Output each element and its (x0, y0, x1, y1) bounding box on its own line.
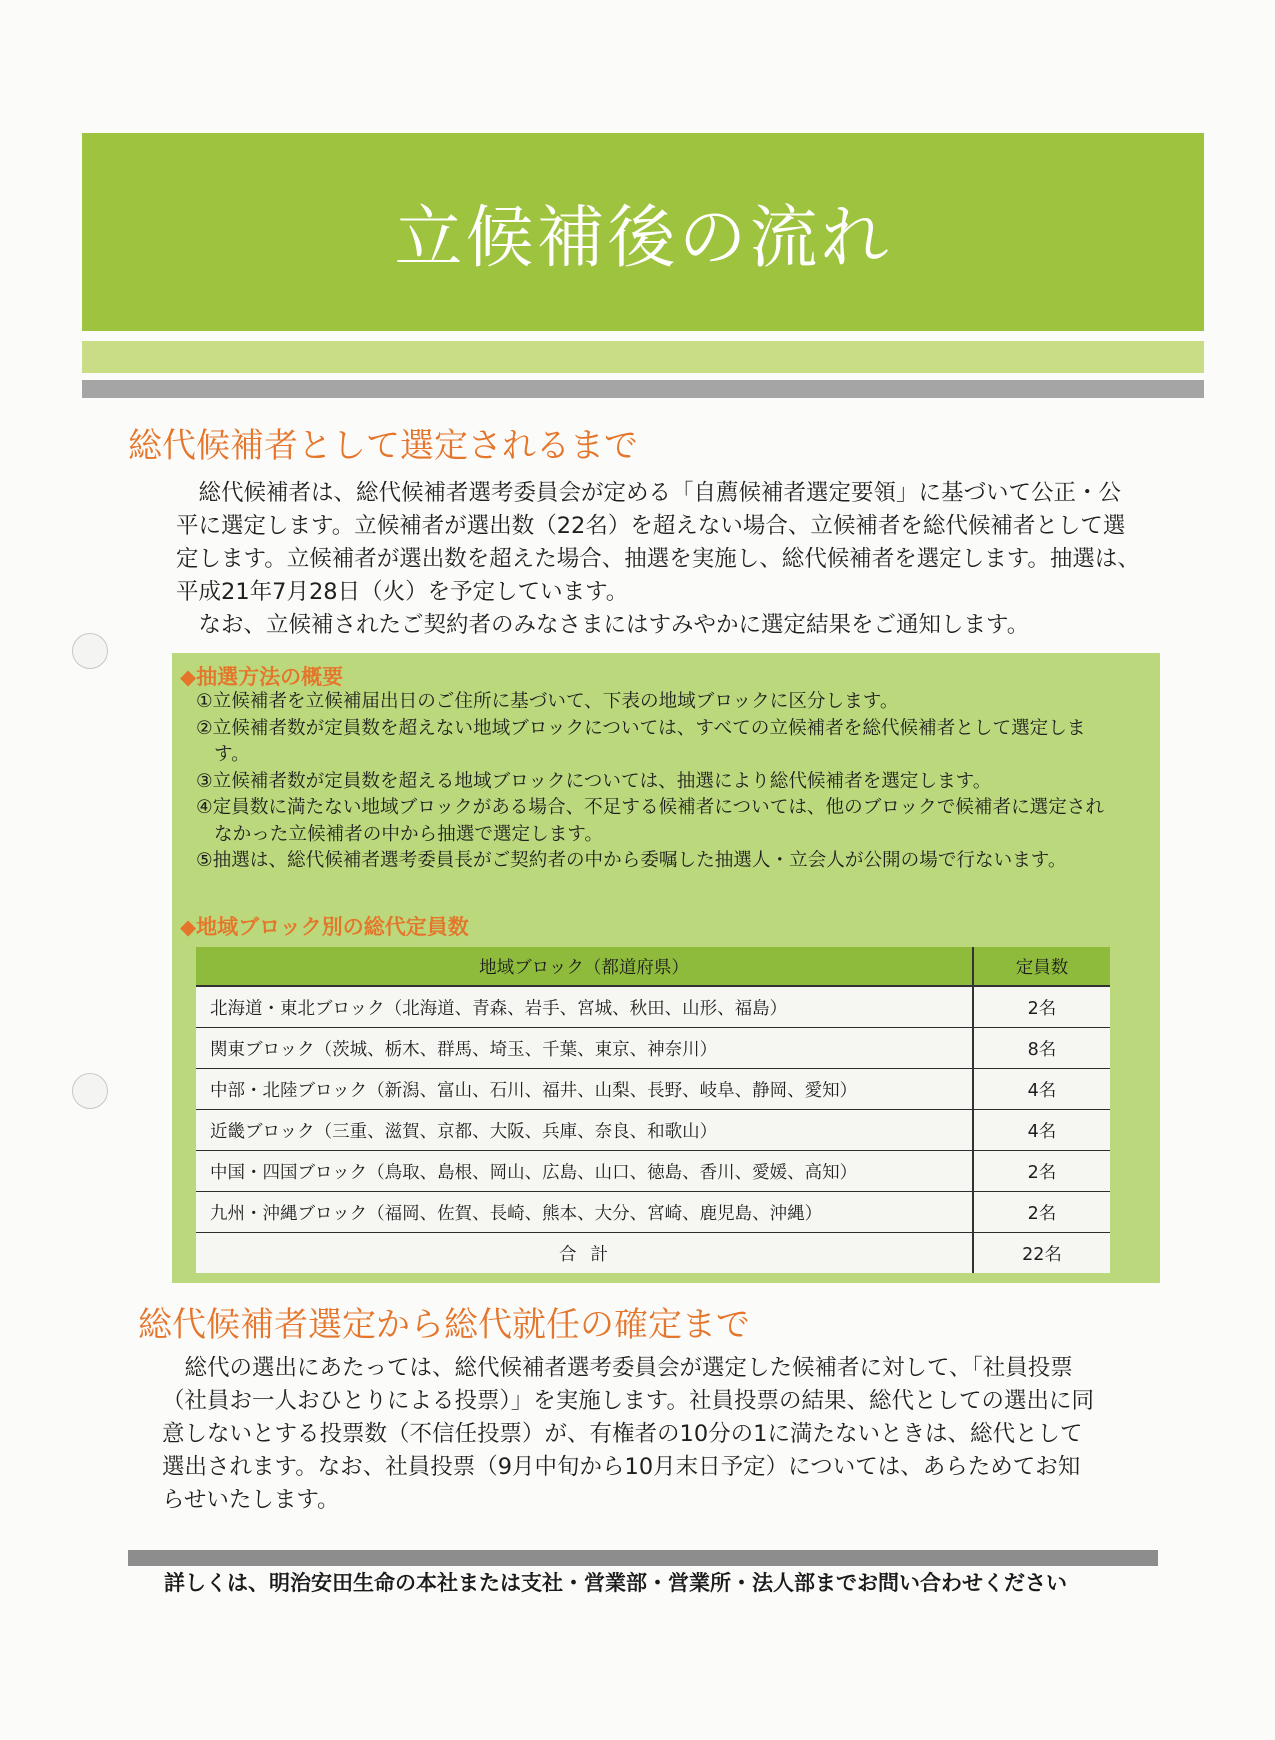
method-item: ③立候補者数が定員数を超える地域ブロックについては、抽選により総代候補者を選定します。 (196, 770, 992, 792)
count-cell: 2名 (973, 986, 1110, 1028)
region-cell: 九州・沖縄ブロック（福岡、佐賀、長崎、熊本、大分、宮崎、鹿児島、沖縄） (196, 1192, 973, 1233)
region-cell: 北海道・東北ブロック（北海道、青森、岩手、宮城、秋田、山形、福島） (196, 986, 973, 1028)
quota-table (196, 947, 1110, 1273)
punch-hole-top (72, 633, 108, 669)
method-item: ①立候補者を立候補届出日のご住所に基づいて、下表の地域ブロックに区分します。 (196, 691, 899, 712)
title-band (82, 133, 1204, 331)
table-row (196, 1069, 1110, 1110)
count-cell: 4名 (973, 1110, 1110, 1151)
table-header-row (196, 947, 1110, 986)
light-green-divider (82, 341, 1204, 373)
table-row (196, 1028, 1110, 1069)
page-title: 立候補後の流れ (394, 198, 892, 278)
region-cell: 近畿ブロック（三重、滋賀、京都、大阪、兵庫、奈良、和歌山） (196, 1110, 973, 1151)
table-row (196, 1151, 1110, 1192)
section1-paragraph1: 総代候補者は、総代候補者選考委員会が定める「自薦候補者選定要領」に基づいて公正・公平に選定します。立候補者が選出数（22名）を超えない場合、立候補者を総代候補者として選定します。立候補者が選出数を超えた場合、抽選を実施し、総代候補者を選定します。抽選は、平成21年7月28日（火）を予定しています。 (176, 480, 1140, 605)
footer-contact-note: 詳しくは、明治安田生命の本社または支社・営業部・営業所・法人部までお問い合わせください (164, 1571, 1067, 1595)
method-list (196, 689, 1116, 875)
count-cell: 2名 (973, 1192, 1110, 1233)
section1-body (176, 477, 1142, 642)
method-item: ⑤抽選は、総代候補者選考委員長がご契約者の中から委嘱した抽選人・立会人が公開の場で行ないます。 (196, 850, 1067, 871)
table-row (196, 1110, 1110, 1151)
region-cell: 中部・北陸ブロック（新潟、富山、石川、福井、山梨、長野、岐阜、静岡、愛知） (196, 1069, 973, 1110)
section1-heading: 総代候補者として選定されるまで (128, 426, 638, 466)
header-region: 地域ブロック（都道府県） (196, 947, 973, 986)
method-heading: ◆抽選方法の概要 (180, 665, 344, 689)
table-total-row (196, 1233, 1110, 1274)
footer-divider (128, 1550, 1158, 1566)
count-cell: 8名 (973, 1028, 1110, 1069)
region-cell: 中国・四国ブロック（鳥取、島根、岡山、広島、山口、徳島、香川、愛媛、高知） (196, 1151, 973, 1192)
section2-heading: 総代候補者選定から総代就任の確定まで (138, 1305, 750, 1345)
count-cell: 2名 (973, 1151, 1110, 1192)
gray-divider (82, 380, 1204, 398)
region-cell: 関東ブロック（茨城、栃木、群馬、埼玉、千葉、東京、神奈川） (196, 1028, 973, 1069)
quota-heading: ◆地域ブロック別の総代定員数 (180, 915, 469, 939)
total-label: 合計 (559, 1244, 622, 1265)
table-row (196, 986, 1110, 1028)
section1-paragraph2: なお、立候補されたご契約者のみなさまにはすみやかに選定結果をご通知します。 (198, 612, 1030, 638)
count-cell: 4名 (973, 1069, 1110, 1110)
table-row (196, 1192, 1110, 1233)
total-count: 22名 (973, 1233, 1110, 1274)
header-count: 定員数 (973, 947, 1110, 986)
section2-paragraph: 総代の選出にあたっては、総代候補者選考委員会が選定した候補者に対して、「社員投票（社員お一人おひとりによる投票）」を実施します。社員投票の結果、総代としての選出に同意しないとする投票数（不信任投票）が、有権者の10分の1に満たないときは、総代として選出されます。なお、社員投票（9月中旬から10月末日予定）については、あらためてお知らせいたします。 (162, 1355, 1094, 1513)
section2-body (162, 1352, 1102, 1517)
method-item: ④定員数に満たない地域ブロックがある場合、不足する候補者については、他のブロックで候補者に選定されなかった立候補者の中から抽選で選定します。 (196, 797, 1105, 845)
punch-hole-bottom (72, 1073, 108, 1109)
method-item: ②立候補者数が定員数を超えない地域ブロックについては、すべての立候補者を総代候補者として選定します。 (196, 717, 1086, 765)
